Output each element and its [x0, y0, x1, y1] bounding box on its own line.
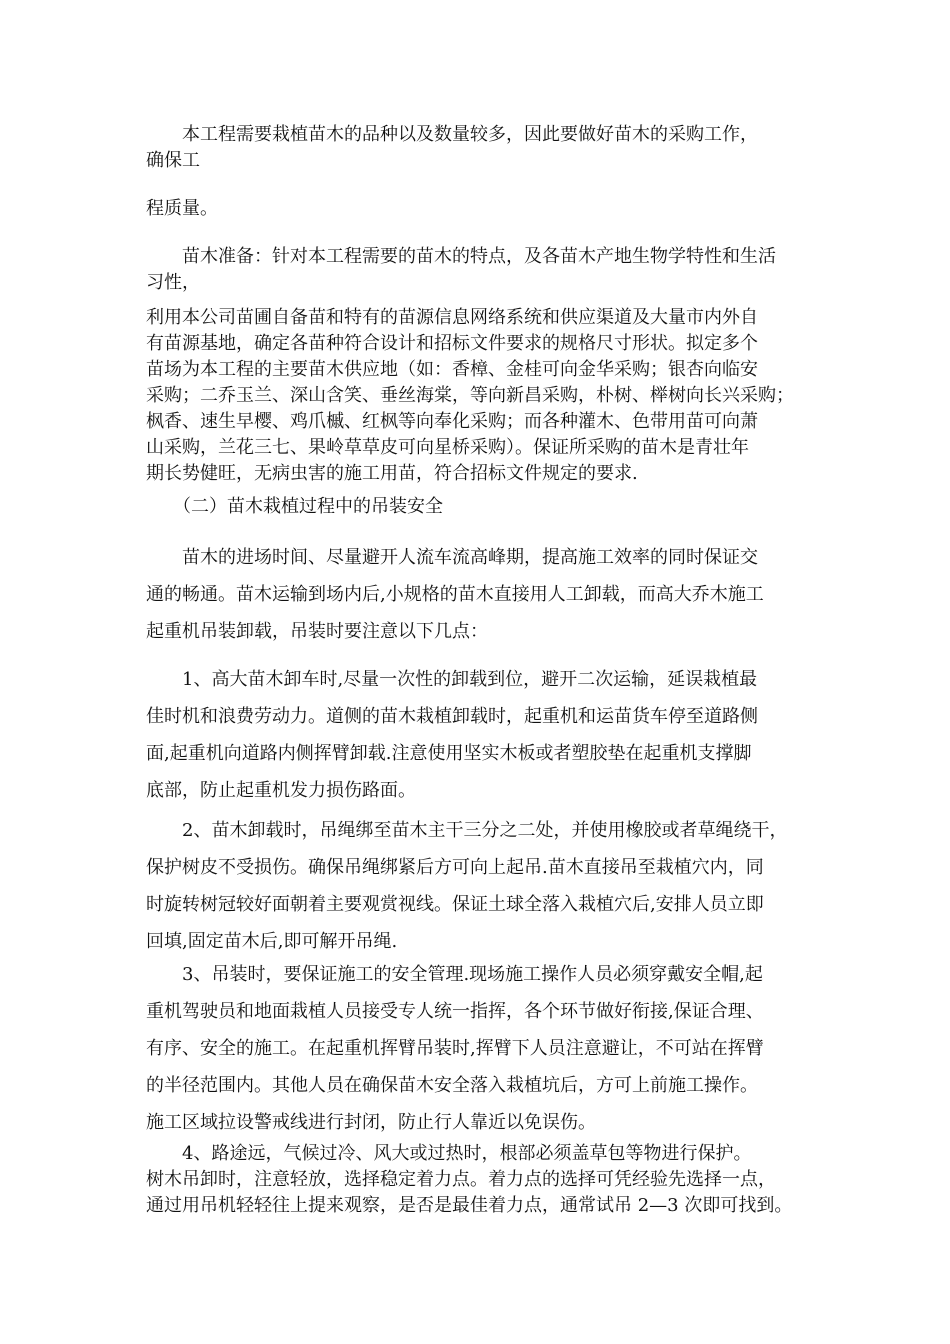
text-line: 本工程需要栽植苗木的品种以及数量较多，因此要做好苗木的采购工作，	[146, 124, 758, 145]
paragraph-intro-continued	[146, 196, 826, 222]
text-line: 1、高大苗木卸车时,尽量一次性的卸载到位，避开二次运输，延误栽植最	[146, 669, 758, 690]
text-line: 山采购，兰花三七、果岭草草皮可向星桥采购）。保证所采购的苗木是青壮年	[146, 437, 749, 458]
text-line: 2、苗木卸载时，吊绳绑至苗木主干三分之二处，并使用橡胶或者草绳绕干，	[146, 820, 788, 841]
paragraph-seedling-sources	[146, 305, 826, 487]
paragraph-point-1	[146, 661, 826, 809]
text-line: 的半径范围内。其他人员在确保苗木安全落入栽植坑后，方可上前施工操作。	[146, 1075, 758, 1096]
text-line: 起重机吊装卸载，吊装时要注意以下几点：	[146, 621, 488, 642]
text-line: 苗木准备：针对本工程需要的苗木的特点，及各苗木产地生物学特性和生活	[146, 246, 776, 267]
text-line: 苗场为本工程的主要苗木供应地（如：香樟、金桂可向金华采购；银杏向临安	[146, 359, 758, 380]
paragraph-point-3	[146, 956, 826, 1141]
text-line: 回填,固定苗木后,即可解开吊绳.	[146, 931, 398, 952]
paragraph-entry-timing	[146, 539, 826, 650]
paragraph-point-2	[146, 812, 826, 960]
paragraph-intro	[146, 122, 826, 174]
text-line: 重机驾驶员和地面栽植人员接受专人统一指挥，各个环节做好衔接,保证合理、	[146, 1001, 764, 1022]
text-line: 保护树皮不受损伤。确保吊绳绑紧后方可向上起吊.苗木直接吊至栽植穴内，同	[146, 857, 764, 878]
text-line: 有苗源基地，确定各苗种符合设计和招标文件要求的规格尺寸形状。拟定多个	[146, 333, 758, 354]
text-line: 期长势健旺，无病虫害的施工用苗，符合招标文件规定的要求.	[146, 463, 638, 484]
text-line: 通过用吊机轻轻往上提来观察，是否是最佳着力点，通常试吊 2—3 次即可找到。	[146, 1195, 793, 1216]
text-line: 有序、安全的施工。在起重机挥臂吊装时,挥臂下人员注意避让，不可站在挥臂	[146, 1038, 764, 1059]
text-line: 通的畅通。苗木运输到场内后,小规格的苗木直接用人工卸载，而高大乔木施工	[146, 584, 764, 605]
text-line: 利用本公司苗圃自备苗和特有的苗源信息网络系统和供应渠道及大量市内外自	[146, 307, 758, 328]
text-line: 习性，	[146, 272, 200, 293]
text-line: 施工区域拉设警戒线进行封闭，防止行人靠近以免误伤。	[146, 1112, 596, 1133]
text-line: 3、吊装时，要保证施工的安全管理.现场施工操作人员必须穿戴安全帽,起	[146, 964, 763, 985]
text-line: 树木吊卸时，注意轻放，选择稳定着力点。着力点的选择可凭经验先选择一点，	[146, 1169, 776, 1190]
text-line: 采购；二乔玉兰、深山含笑、垂丝海棠，等向新昌采购，朴树、榉树向长兴采购；	[146, 385, 794, 406]
text-line: 苗木的进场时间、尽量避开人流车流高峰期，提高施工效率的同时保证交	[146, 547, 758, 568]
text-line: 面,起重机向道路内侧挥臂卸载.注意使用坚实木板或者塑胶垫在起重机支撑脚	[146, 743, 752, 764]
text-line: 底部，防止起重机发力损伤路面。	[146, 780, 416, 801]
text-line: 程质量。	[146, 198, 218, 219]
text-line: 佳时机和浪费劳动力。道侧的苗木栽植卸载时，起重机和运苗货车停至道路侧	[146, 706, 758, 727]
text-line: 枫香、速生早樱、鸡爪槭、红枫等向奉化采购；而各种灌木、色带用苗可向萧	[146, 411, 758, 432]
paragraph-point-4	[146, 1141, 826, 1219]
text-line: 确保工	[146, 150, 200, 171]
paragraph-seedling-preparation	[146, 244, 826, 296]
text-line: 4、路途远，气候过冷、风大或过热时，根部必须盖草包等物进行保护。	[146, 1143, 752, 1164]
text-line: 时旋转树冠较好面朝着主要观赏视线。保证土球全落入栽植穴后,安排人员立即	[146, 894, 764, 915]
heading-line: （二）苗木栽植过程中的吊装安全	[146, 496, 443, 517]
section-heading-hoisting-safety	[146, 494, 826, 520]
